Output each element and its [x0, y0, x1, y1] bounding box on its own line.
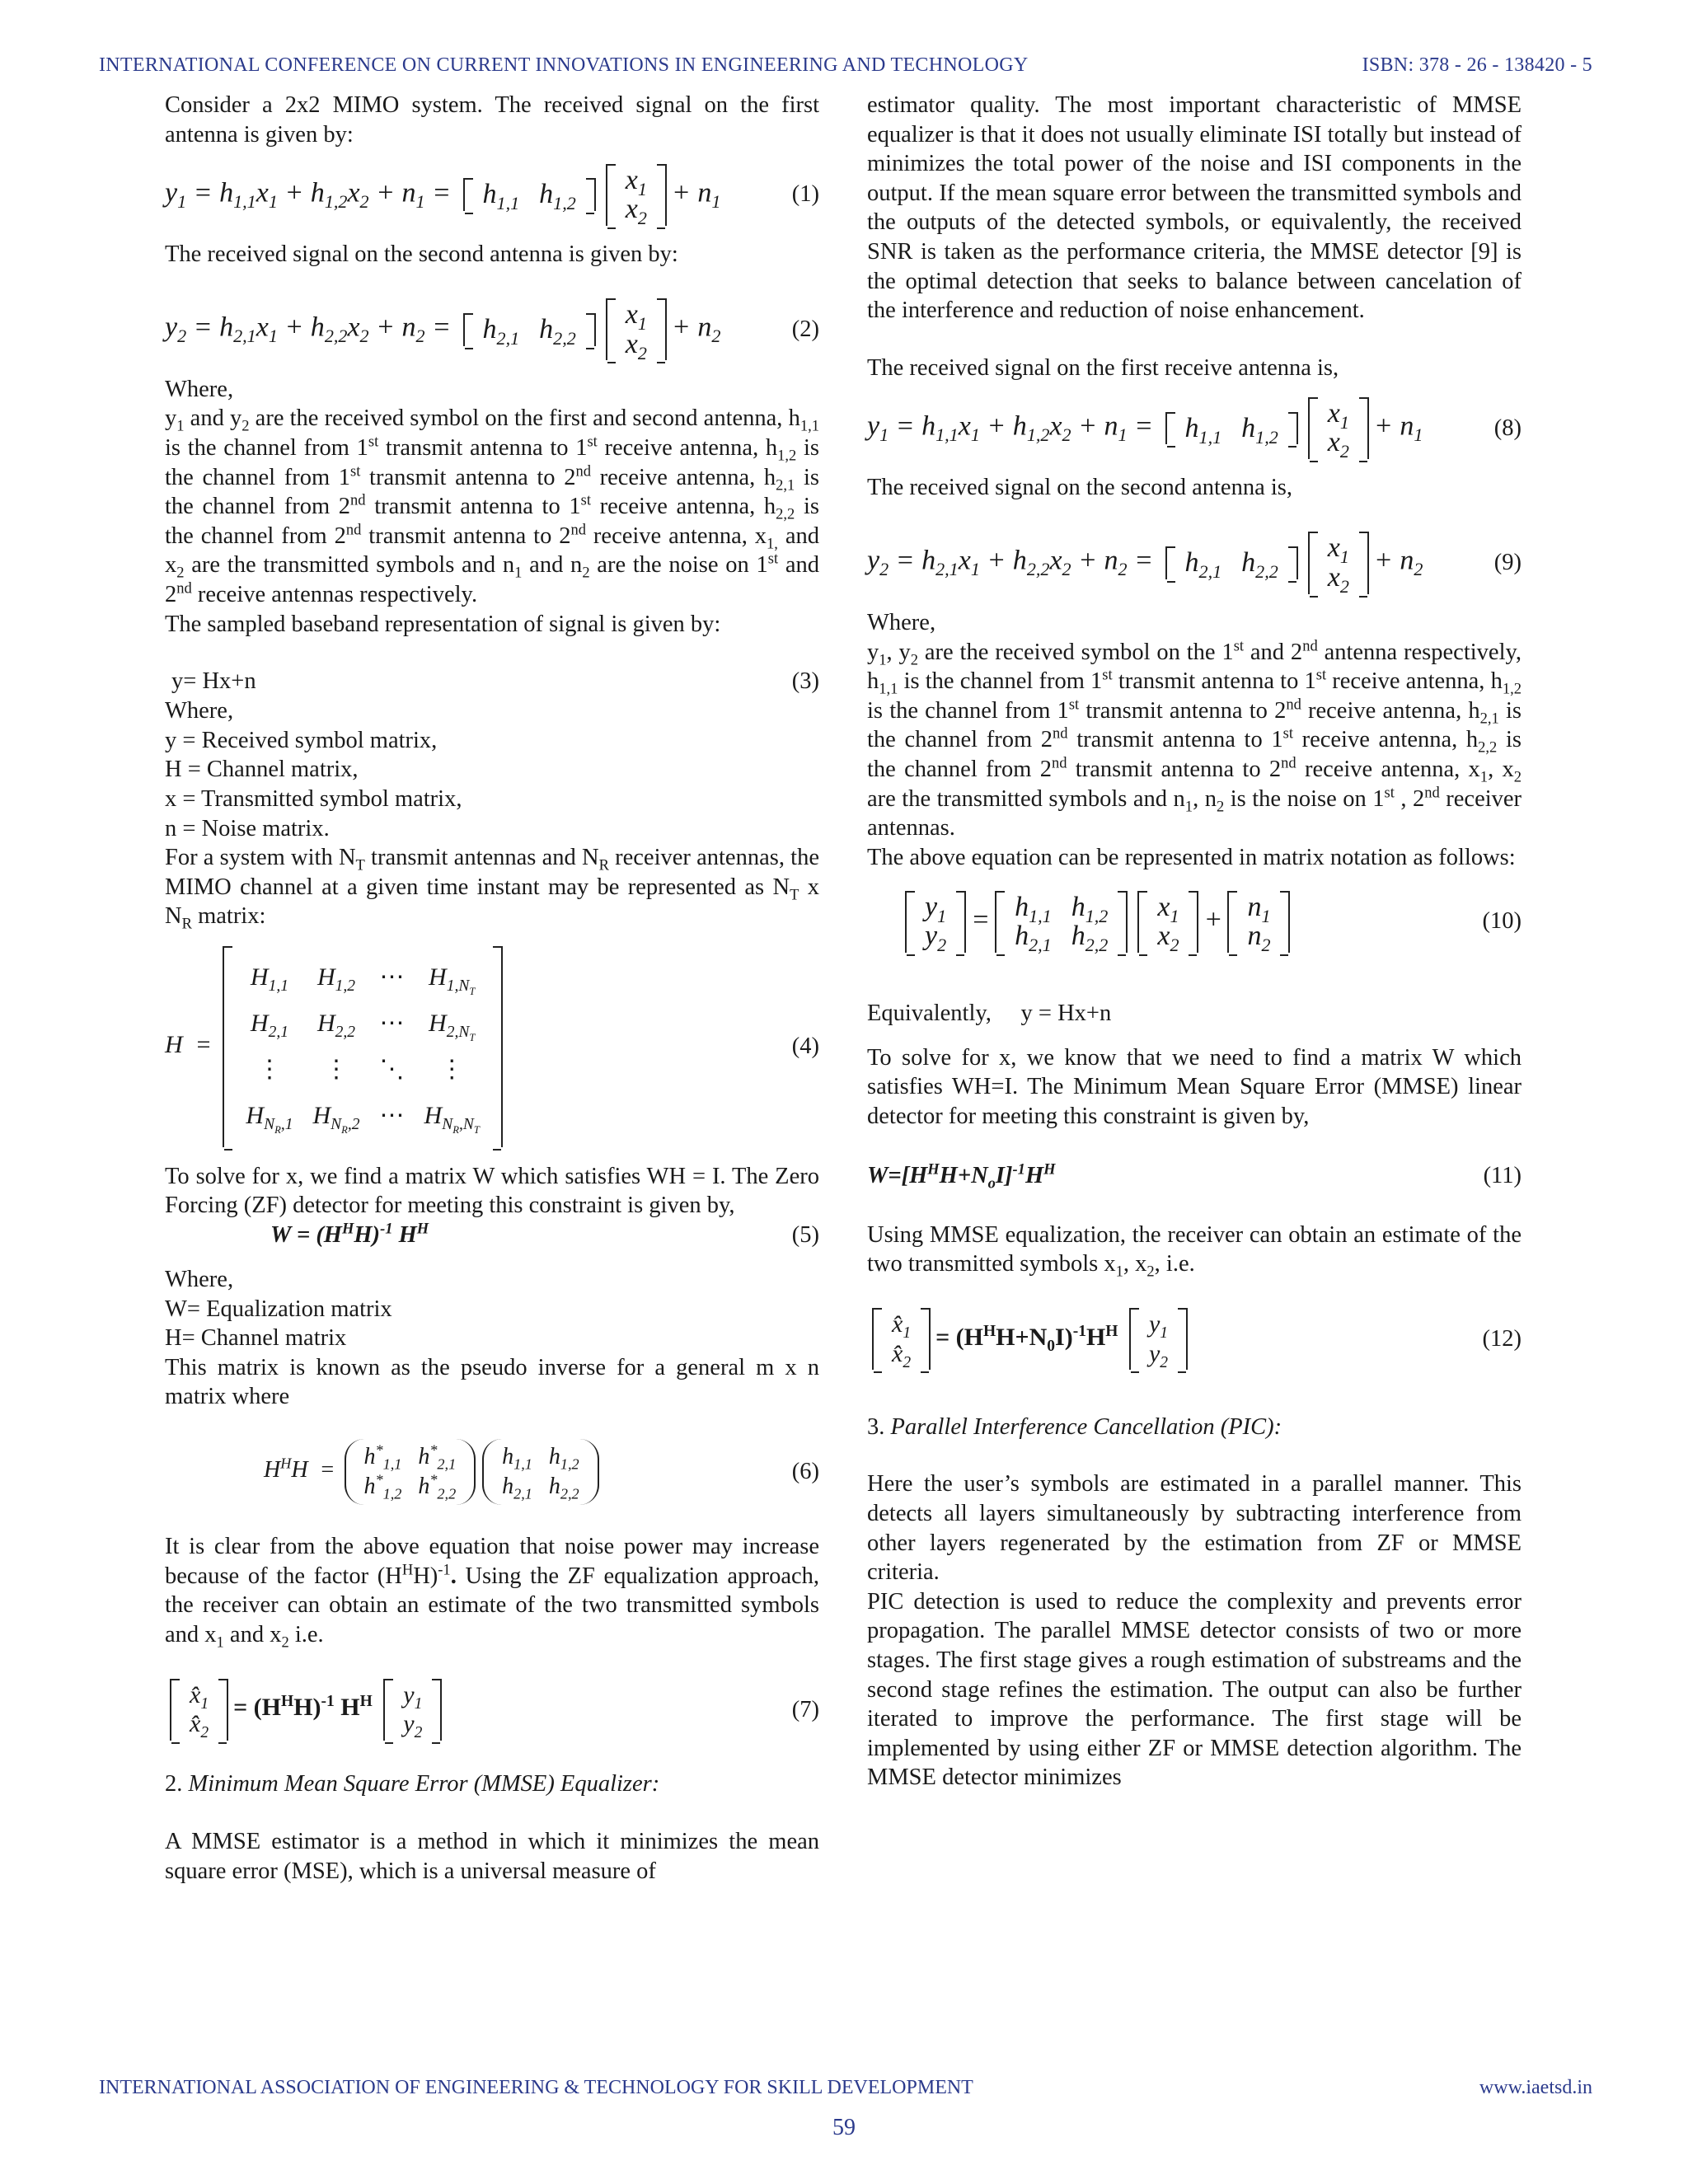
page-number: 59: [832, 2115, 856, 2140]
paragraph: A MMSE estimator is a method in which it minimizes the mean square error (MSE), which is a universal measure of: [165, 1829, 819, 1884]
paragraph: estimator quality. The most important characteristic of MMSE equalizer is that it does not usually eliminate ISI totally but instead of minimizes the total power of the noise and ISI components in the output. If the mean square error between the transmitted symbols and the outputs of the detected symbols, or equivalently, the received SNR is taken as the performance criteria, the MMSE detector [9] is the optimal detection that seeks to balance between cancelation of the interference and reduction of noise enhancement.: [867, 92, 1522, 324]
equation-6: $H^HH$ = $h^*_{1,1}$ $h^*_{2,1}$ $h^*_{1,2}$ $h^*_{2,2}$ $h_{1,1}$ $h_{1,2}$ $h_{2,1}$ $h_{2,2}$ (6): [165, 1427, 819, 1517]
equation-2: $y_2 = h_{2,1}x_1 + h_{2,2}x_2 + n_2$ = $h_{2,1}$ $h_{2,2}$ $x_1$ $x_2$ + $n_2$ (2): [165, 299, 819, 363]
equation-5: $W = (H^HH)^{-1}$ $H^H$ (5): [165, 1221, 819, 1250]
paragraph: Consider a 2x2 MIMO system. The received signal on the first antenna is given by:: [165, 92, 819, 148]
paragraph: The received signal on the second antenna is given by:: [165, 241, 678, 268]
equation-number: (12): [1482, 1326, 1522, 1352]
equation-number: (11): [1483, 1162, 1522, 1188]
equation-11: $W=[H^HH+N_oI]^{-1}H^H$ (11): [867, 1160, 1522, 1193]
paragraph: This matrix is known as the pseudo inverse for a general m x n matrix where: [165, 1354, 819, 1410]
section-heading-3: 3. Parallel Interference Cancellation (PIC):: [867, 1413, 1282, 1440]
equation-number: (7): [791, 1696, 819, 1722]
paragraph: To solve for x, we find a matrix W which satisfies WH = I. The Zero Forcing (ZF) detector for meeting this constraint is given by,: [165, 1163, 819, 1219]
equation-8: $y_1 = h_{1,1}x_1 + h_{1,2}x_2 + n_1$ = $h_{1,1}$ $h_{1,2}$ $x_1$ $x_2$ + $n_1$ (8): [867, 397, 1522, 462]
paragraph: It is clear from the above equation that noise power may increase because of the factor $(H^HH)^{-1}$. Using the ZF equalization approach, the receiver can obtain an estimate of the two transmitted symbols and $x_1$ and $x_2$ i.e.: [165, 1534, 819, 1652]
equation-7: $x̂_1$ $x̂_2$ = $(H^HH)^{-1}$ $H^H$ $y_1$ $y_2$ (7): [165, 1664, 819, 1755]
paragraph: Equivalently, y = Hx+n: [867, 1001, 1112, 1027]
paragraph: For a system with $N_T$ transmit antennas and $N_R$ receiver antennas, the MIMO channel at a given time instant may be represented as $N_T$ x $N_R$ matrix:: [165, 845, 820, 933]
equation-number: (10): [1482, 908, 1522, 935]
equation-number: (1): [791, 181, 819, 208]
where-label: Where,: [165, 376, 234, 402]
equation-4: H = $H_{1,1}$ $H_{1,2}$ ⋯ $H_{1,N_T}$ $H_{2,1}$ $H_{2,2}$ ⋯ $H_{2,N_T}$ ⋮ ⋮ ⋱ ⋮ $H_{N_R,1}$ $H_{N_R,2}$ ⋯ $H_{N_R,N_T}$ (4): [165, 946, 819, 1147]
left-column: [165, 91, 819, 1886]
equation-9: $y_2 = h_{2,1}x_1 + h_{2,2}x_2 + n_2$ = $h_{2,1}$ $h_{2,2}$ $x_1$ $x_2$ + $n_2$ (9): [867, 532, 1522, 597]
definition: y = Received symbol matrix,: [165, 727, 438, 753]
paragraph: The received signal on the first receive antenna is,: [867, 354, 1339, 381]
paragraph: Here the user’s symbols are estimated in a parallel manner. This detects all layers simultaneously by subtracting interference from other layers regenerated by the estimation from ZF or MMSE criteria.: [867, 1471, 1522, 1586]
paragraph: $y_1$ and $y_2$ are the received symbol on the first and second antenna, $h_{1,1}$ is the channel from 1st transmit antenna to 1st receive antenna, $h_{1,2}$ is the channel from 1st transmit antenna to 2nd receive antenna, $h_{2,1}$ is the channel from 2nd transmit antenna to 1st receive antenna, $h_{2,2}$ is the channel from 2nd transmit antenna to 2nd receive antenna, $x_{1,}$ and $x_2$ are the transmitted symbols and $n_1$ and $n_2$ are the noise on 1st and 2nd receive antennas respectively.: [165, 405, 820, 607]
equation-number: (6): [791, 1459, 819, 1485]
definition: H = Channel matrix,: [165, 757, 359, 783]
equation-12: $x̂_1$ $x̂_2$ = $(H^HH+N_0I)^{-1}H^H$ $y_1$ $y_2$ (12): [867, 1294, 1522, 1385]
equation-number: (5): [791, 1222, 819, 1249]
equation-number: (9): [1493, 550, 1522, 576]
definition: H= Channel matrix: [165, 1325, 347, 1352]
definition: W= Equalization matrix: [165, 1296, 392, 1322]
paragraph: The received signal on the second antenna is,: [867, 475, 1292, 501]
equation-1: $y_1 = h_{1,1}x_1 + h_{1,2}x_2 + n_1$ = $h_{1,1}$ $h_{1,2}$ $x_1$ $x_2$ + $n_1$ (1): [165, 164, 819, 228]
equation-3: y= Hx+n (3): [165, 667, 819, 696]
running-header-left: INTERNATIONAL CONFERENCE ON CURRENT INNOVATIONS IN ENGINEERING AND TECHNOLOGY: [99, 54, 1029, 76]
paragraph: The sampled baseband representation of signal is given by:: [165, 611, 721, 637]
definition: n = Noise matrix.: [165, 815, 330, 841]
paragraph: The above equation can be represented in matrix notation as follows:: [867, 844, 1516, 870]
where-label: Where,: [165, 1267, 234, 1293]
where-label: Where,: [867, 609, 936, 635]
paragraph: To solve for x, we know that we need to find a matrix W which satisfies WH=I. The Minimum Mean Square Error (MMSE) linear detector for meeting this constraint is given by,: [867, 1044, 1522, 1130]
equation-number: (2): [791, 316, 819, 342]
paragraph: $y_1$, $y_2$ are the received symbol on the 1st and 2nd antenna respectively, $h_{1,1}$ is the channel from 1st transmit antenna to 1st receive antenna, $h_{1,2}$ is the channel from 1st transmit antenna to 2nd receive antenna, $h_{2,1}$ is the channel from 2nd transmit antenna to 1st receive antenna, $h_{2,2}$ is the channel from 2nd transmit antenna to 2nd receive antenna, $x_1$, $x_2$ are the transmitted symbols and $n_1$, $n_2$ is the noise on 1st , 2nd receiver antennas.: [867, 637, 1522, 841]
running-footer-left: INTERNATIONAL ASSOCIATION OF ENGINEERING & TECHNOLOGY FOR SKILL DEVELOPMENT: [99, 2077, 973, 2098]
right-column: [867, 91, 1522, 1793]
equation-number: (4): [791, 1033, 819, 1060]
equation-number: (3): [791, 668, 819, 695]
paragraph: PIC detection is used to reduce the complexity and prevents error propagation. The parallel MMSE detector consists of two or more stages. The first stage gives a rough estimation of substreams and the second stage refines the estimation. The output can also be further iterated to improve the performance. The first stage will be implemented by using either ZF or MMSE detection algorithm. The MMSE detector minimizes: [867, 1588, 1522, 1791]
equation-10: $y_1$ $y_2$ = $h_{1,1}$ $h_{1,2}$ $h_{2,1}$ $h_{2,2}$ $x_1$ $x_2$ + $n_1$ $n_2$ (10): [867, 872, 1522, 971]
equation-number: (8): [1493, 415, 1522, 441]
running-header-isbn: ISBN: 378 - 26 - 138420 - 5: [1362, 54, 1592, 76]
paragraph: Using MMSE equalization, the receiver can obtain an estimate of the two transmitted symbols $x_1$, $x_2$, i.e.: [867, 1221, 1522, 1281]
section-heading-2: 2. Minimum Mean Square Error (MMSE) Equalizer:: [165, 1771, 660, 1797]
definition: x = Transmitted symbol matrix,: [165, 785, 462, 812]
where-label: Where,: [165, 698, 234, 724]
footer-website-link[interactable]: www.iaetsd.in: [1479, 2077, 1592, 2098]
